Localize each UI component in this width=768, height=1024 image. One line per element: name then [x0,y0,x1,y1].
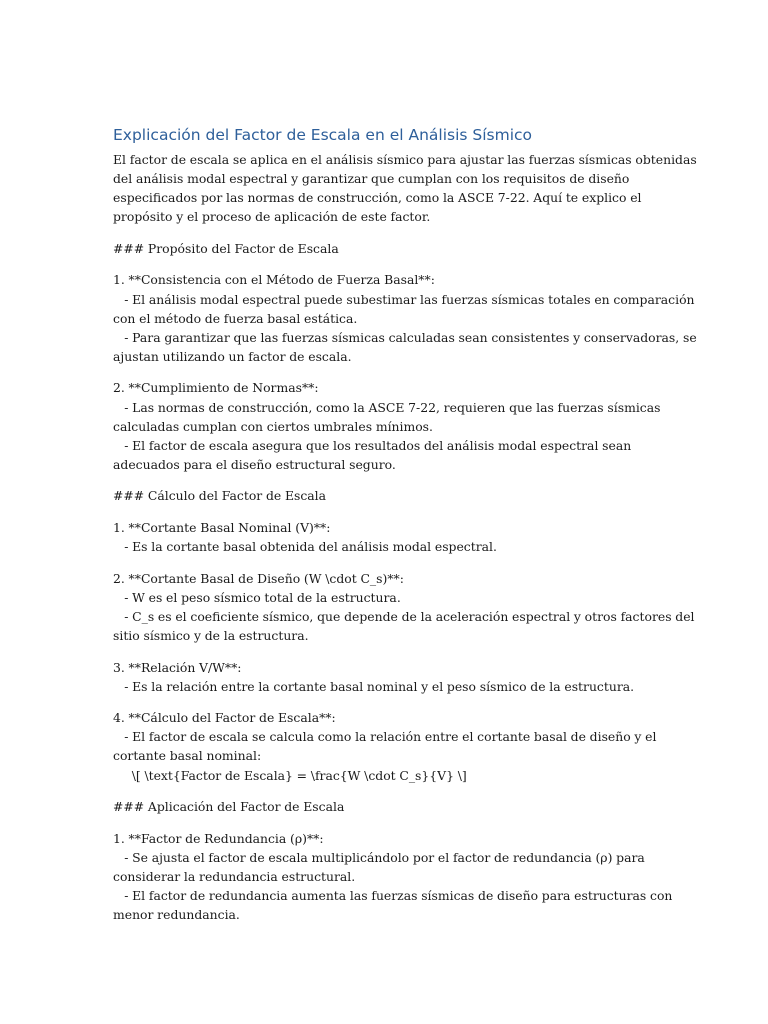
text-line: 1. **Factor de Redundancia (ρ)**: [113,830,324,846]
text-line: - C_s es el coeficiente sísmico, que depende de la aceleración espectral y otros factores del [113,608,695,624]
text-line: cortante basal nominal: [113,748,262,764]
text-line: del análisis modal espectral y garantizar que cumplan con los requisitos de diseño [113,171,630,187]
text-line: ### Cálculo del Factor de Escala [113,488,327,504]
paragraph [113,797,658,816]
paragraph [113,150,697,226]
text-line: especificados por las normas de construcción, como la ASCE 7-22. Aquí te explico el [113,190,642,206]
paragraph [113,378,661,473]
text-line: ### Aplicación del Factor de Escala [113,799,345,815]
text-line: 1. **Cortante Basal Nominal (V)**: [113,520,331,535]
text-line: - W es el peso sísmico total de la estructura. [113,589,401,605]
text-line: \[ \text{Factor de Escala} = \frac{W \cdot C_s}{V} \] [113,767,467,783]
text-line: ajustan utilizando un factor de escala. [113,348,352,364]
text-line: - Para garantizar que las fuerzas sísmicas calculadas sean consistentes y conservadoras, se [113,329,697,345]
paragraph [113,486,658,505]
paragraph-list [113,150,697,924]
text-line: propósito y el proceso de aplicación de este factor. [113,209,431,225]
text-line: - Es la relación entre la cortante basal nominal y el peso sísmico de la estructura. [113,678,635,694]
text-line: menor redundancia. [113,907,240,923]
text-line: 2. **Cortante Basal de Diseño (W \cdot C_s)**: [113,570,404,586]
text-line: ### Propósito del Factor de Escala [113,240,339,256]
paragraph [113,518,658,556]
text-line: - El factor de redundancia aumenta las fuerzas sísmicas de diseño para estructuras con [113,888,673,903]
paragraph [113,270,697,365]
document-body [113,124,697,937]
text-line: sitio sísmico y de la estructura. [113,627,309,643]
paragraph [113,829,673,924]
text-line: considerar la redundancia estructural. [113,868,356,884]
document-title: Explicación del Factor de Escala en el Análisis Sísmico [113,126,533,144]
paragraph [113,239,658,258]
text-line: - Se ajusta el factor de escala multiplicándolo por el factor de redundancia (ρ) para [113,849,645,865]
paragraph [113,658,658,696]
text-line: 4. **Cálculo del Factor de Escala**: [113,710,336,726]
paragraph [113,569,695,645]
text-line: 1. **Consistencia con el Método de Fuerza Basal**: [113,272,435,288]
text-line: calculadas cumplan con ciertos umbrales mínimos. [113,418,433,434]
text-line: 2. **Cumplimiento de Normas**: [113,380,319,396]
text-line: - Es la cortante basal obtenida del análisis modal espectral. [113,539,497,555]
text-line: adecuados para el diseño estructural seguro. [113,456,396,472]
text-line: 3. **Relación V/W**: [113,659,242,675]
text-line: - El factor de escala asegura que los resultados del análisis modal espectral sean [113,437,632,453]
text-line: - El análisis modal espectral puede subestimar las fuerzas sísmicas totales en comparación [113,291,695,307]
paragraph [113,708,658,784]
text-line: El factor de escala se aplica en el análisis sísmico para ajustar las fuerzas sísmicas obtenidas [113,152,697,167]
text-line: - Las normas de construcción, como la ASCE 7-22, requieren que las fuerzas sísmicas [113,399,661,415]
text-line: con el método de fuerza basal estática. [113,310,358,326]
text-line: - El factor de escala se calcula como la relación entre el cortante basal de diseño y el [113,729,657,745]
